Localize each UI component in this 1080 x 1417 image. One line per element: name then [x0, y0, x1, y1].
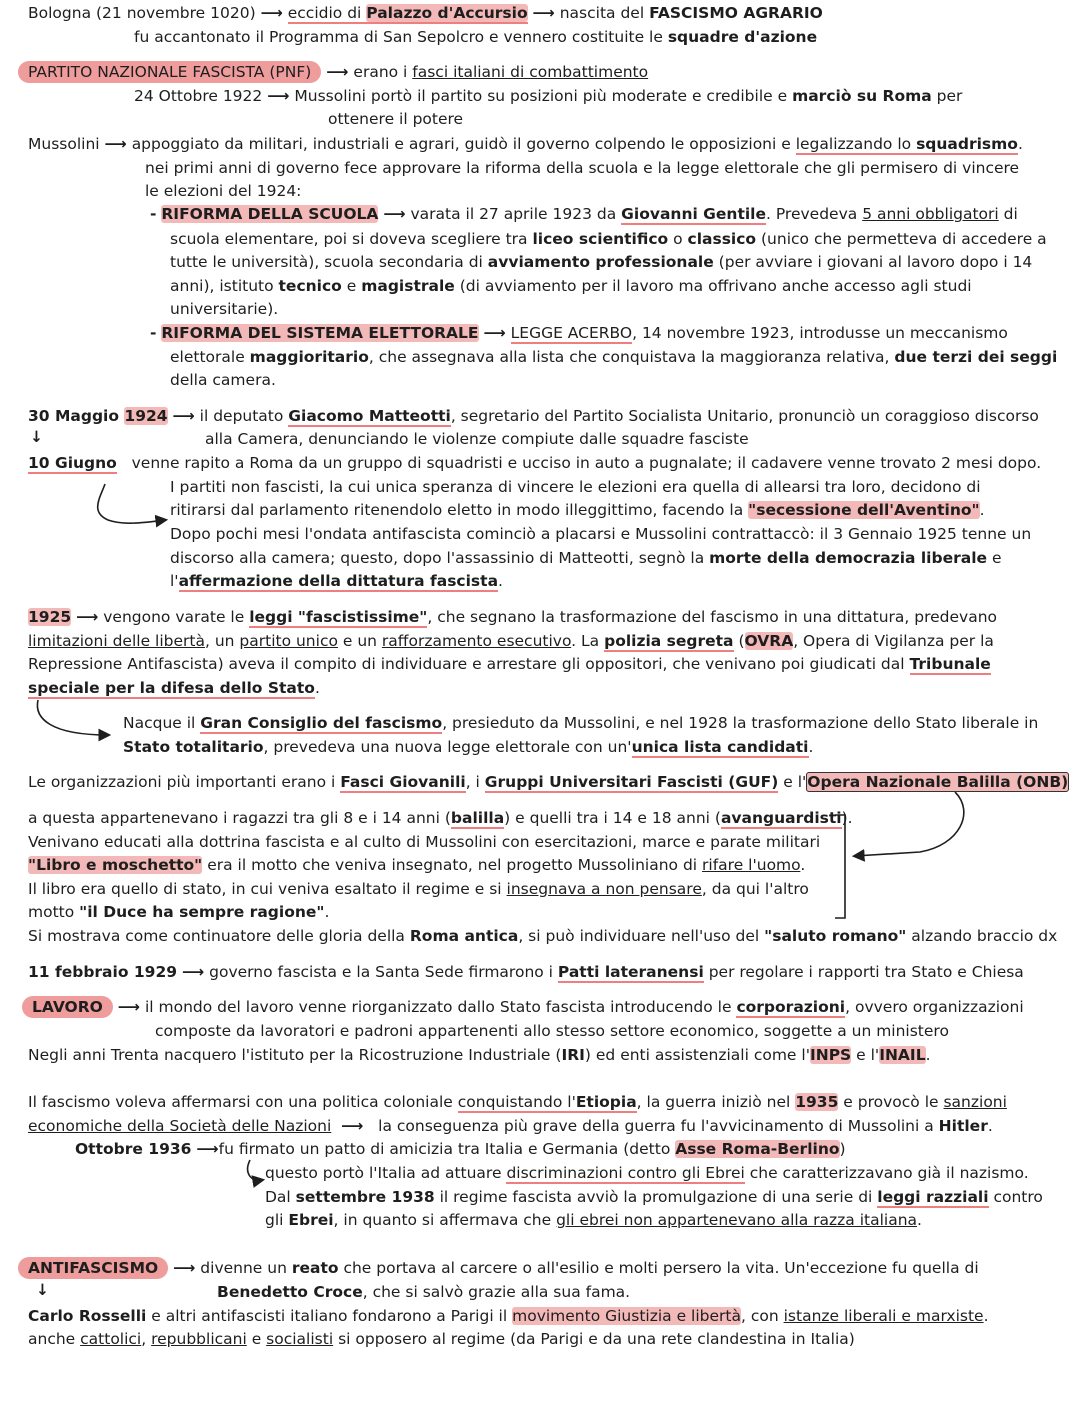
curved-arrow-onb	[855, 792, 964, 856]
line-lavoro-1: LAVORO ⟶ il mondo del lavoro venne riorganizzato dallo Stato fascista introducendo le corporazioni, ovvero organizzazioni	[22, 996, 1024, 1018]
school-title: RIFORMA DELLA SCUOLA	[161, 205, 379, 223]
line-elect-2: elettorale maggioritario, che assegnava alla lista che conquistava la maggioranza relativa, due terzi dei seggi	[170, 348, 1058, 366]
line-col-5: Dal settembre 1938 il regime fascista avviò la promulgazione di una serie di leggi razziali contro	[265, 1188, 1043, 1206]
line-onb-1: a questa appartenevano i ragazzi tra gli 8 e i 14 anni (balilla) e quelli tra i 14 e 18 anni (avanguardisti).	[28, 809, 853, 827]
line-onb-5: motto "il Duce ha sempre ragione".	[28, 903, 330, 921]
line-matteotti-5: ritirarsi dal parlamento ritenendolo eletto in modo illeggittimo, facendo la "secessione dell'Aventino".	[170, 501, 985, 519]
line-mussolini-3: le elezioni del 1924:	[145, 182, 302, 200]
line-col-2: economiche della Società delle Nazioni ⟶ la conseguenza più grave della guerra fu l'avvicinamento di Mussolini a Hitler.	[28, 1117, 993, 1135]
line-elect-3: della camera.	[170, 371, 276, 389]
line-onb-4: Il libro era quello di stato, in cui veniva esaltato il regime e si insegnava a non pensare, da qui l'altro	[28, 880, 809, 898]
line-gc-2: Stato totalitario, prevedeva una nuova legge elettorale con un'unica lista candidati.	[123, 738, 814, 756]
line-anti-1: ANTIFASCISMO ⟶ divenne un reato che portava al carcere o all'esilio e molti persero la vita. Un'eccezione fu quella di	[18, 1257, 979, 1279]
line-anti-3: Carlo Rosselli e altri antifascisti italiano fondarono a Parigi il movimento Giustizia e libertà, con istanze liberali e marxiste.	[28, 1307, 989, 1325]
line-org: Le organizzazioni più importanti erano i Fasci Giovanili, i Gruppi Universitari Fascisti (GUF) e l'Opera Nazionale Balilla (ONB)	[28, 773, 1069, 791]
line-school-1: - RIFORMA DELLA SCUOLA ⟶ varata il 27 aprile 1923 da Giovanni Gentile. Prevedeva 5 anni obbligatori di	[150, 205, 1018, 223]
line-onb-2: Venivano educati alla dottrina fascista e al culto di Mussolini con esercitazioni, marce e parate militari	[28, 833, 821, 851]
line-lavoro-2: composte da lavoratori e padroni appartenenti allo stesso settore economico, soggette a un ministero	[155, 1022, 949, 1040]
line-onb-3: "Libro e moschetto" era il motto che veniva insegnato, nel progetto Mussoliniano di rifare l'uomo.	[28, 856, 806, 874]
line-school-5: universitarie).	[170, 300, 279, 318]
line-patti: 11 febbraio 1929 ⟶ governo fascista e la Santa Sede firmarono i Patti lateranensi per regolare i rapporti tra Stato e Chiesa	[28, 963, 1024, 981]
curved-arrow-aventino	[98, 484, 165, 523]
bracket-onb	[835, 815, 845, 918]
elect-title: RIFORMA DEL SISTEMA ELETTORALE	[161, 324, 479, 342]
line-anti-4: anche cattolici, repubblicani e socialisti si opposero al regime (da Parigi e da una rete clandestina in Italia)	[28, 1330, 855, 1348]
line-1925-1: 1925 ⟶ vengono varate le leggi "fascistissime", che segnano la trasformazione del fascismo in una dittatura, predevano	[28, 608, 998, 626]
line-col-3: Ottobre 1936 ⟶fu firmato un patto di amicizia tra Italia e Germania (detto Asse Roma-Berlino)	[75, 1140, 846, 1158]
line-onb-6: Si mostrava come continuatore delle gloria della Roma antica, si può individuare nell'uso del "saluto romano" alzando braccio dx	[28, 927, 1058, 945]
line-col-1: Il fascismo voleva affermarsi con una politica coloniale conquistando l'Etiopia, la guerra iniziò nel 1935 e provocò le sanzioni	[28, 1093, 1007, 1111]
line-matteotti-8: l'affermazione della dittatura fascista.	[170, 572, 503, 590]
line-march-2: ottenere il potere	[328, 110, 464, 128]
curved-arrow-ebrei	[248, 1160, 262, 1180]
line-col-6: gli Ebrei, in quanto si affermava che gli ebrei non appartenevano alla razza italiana.	[265, 1211, 922, 1229]
pnf-badge: PARTITO NAZIONALE FASCISTA (PNF)	[18, 61, 321, 83]
line-matteotti-7: discorso alla camera; questo, dopo l'assassinio di Matteotti, segnò la morte della democrazia liberale e	[170, 549, 1002, 567]
line-mussolini-2: nei primi anni di governo fece approvare la riforma della scuola e la legge elettorale che gli permisero di vincere	[145, 159, 1020, 177]
line-squadre: fu accantonato il Programma di San Sepolcro e vennero costituite le squadre d'azione	[134, 28, 818, 46]
line-school-4: anni), istituto tecnico e magistrale (di avviamento per il lavoro ma offrivano anche accesso agli studi	[170, 277, 972, 295]
line-school-2: scuola elementare, poi si doveva scegliere tra liceo scientifico o classico (unico che permetteva di accedere a	[170, 230, 1047, 248]
line-mussolini: Mussolini ⟶ appoggiato da militari, industriali e agrari, guidò il governo colpendo le opposizioni e legalizzando lo squadrismo.	[28, 135, 1023, 153]
line-gc-1: Nacque il Gran Consiglio del fascismo, presieduto da Mussolini, e nel 1928 la trasformazione dello Stato liberale in	[123, 714, 1039, 732]
line-1925-4: speciale per la difesa dello Stato.	[28, 679, 320, 697]
line-matteotti-6: Dopo pochi mesi l'ondata antifascista cominciò a placarsi e Mussolini contrattaccò: il 3 Gennaio 1925 tenne un	[170, 525, 1032, 543]
line-bologna: Bologna (21 novembre 1020) ⟶ eccidio di Palazzo d'Accursio ⟶ nascita del FASCISMO AGRARIO	[28, 4, 823, 22]
lavoro-badge: LAVORO	[22, 996, 113, 1018]
line-elect-1: - RIFORMA DEL SISTEMA ELETTORALE ⟶ LEGGE ACERBO, 14 novembre 1923, introdusse un meccanismo	[150, 324, 1008, 342]
line-lavoro-3: Negli anni Trenta nacquero l'istituto per la Ricostruzione Industriale (IRI) ed enti assistenziali come l'INPS e l'INAIL.	[28, 1046, 931, 1064]
line-matteotti-1: 30 Maggio 1924 ⟶ il deputato Giacomo Matteotti, segretario del Partito Socialista Unitario, pronunciò un coraggioso discorso	[28, 407, 1039, 425]
curved-arrow-gran-consiglio	[37, 700, 108, 735]
line-col-4: questo portò l'Italia ad attuare discriminazioni contro gli Ebrei che caratterizzavano già il nazismo.	[265, 1164, 1029, 1182]
line-march: 24 Ottobre 1922 ⟶ Mussolini portò il partito su posizioni più moderate e credibile e marciò su Roma per	[134, 87, 963, 105]
antifascismo-badge: ANTIFASCISMO	[18, 1257, 168, 1279]
line-school-3: tutte le università), scuola secondaria di avviamento professionale (per avviare i giovani al lavoro dopo i 14	[170, 253, 1033, 271]
arrow-down-anti: ↓	[36, 1281, 49, 1299]
section-pnf: PARTITO NAZIONALE FASCISTA (PNF) ⟶ erano i fasci italiani di combattimento	[18, 61, 648, 83]
arrow-down-matteotti: ↓	[30, 428, 43, 446]
line-1925-3: Repressione Antifascista) aveva il compito di individuare e arrestare gli oppositori, che venivano poi giudicati dal Tribunale	[28, 655, 991, 673]
line-1925-2: limitazioni delle libertà, un partito unico e un rafforzamento esecutivo. La polizia segreta (OVRA, Opera di Vigilanza per la	[28, 632, 994, 650]
line-anti-2: Benedetto Croce, che si salvò grazie alla sua fama.	[217, 1283, 631, 1301]
line-matteotti-4: I partiti non fascisti, la cui unica speranza di vincere le elezioni era quella di allearsi tra loro, decidono di	[170, 478, 981, 496]
line-matteotti-3: 10 Giugno venne rapito a Roma da un gruppo di squadristi e ucciso in auto a pugnalate; il cadavere venne trovato 2 mesi dopo.	[28, 454, 1042, 472]
line-matteotti-2: alla Camera, denunciando le violenze compiute dalle squadre fasciste	[205, 430, 749, 448]
